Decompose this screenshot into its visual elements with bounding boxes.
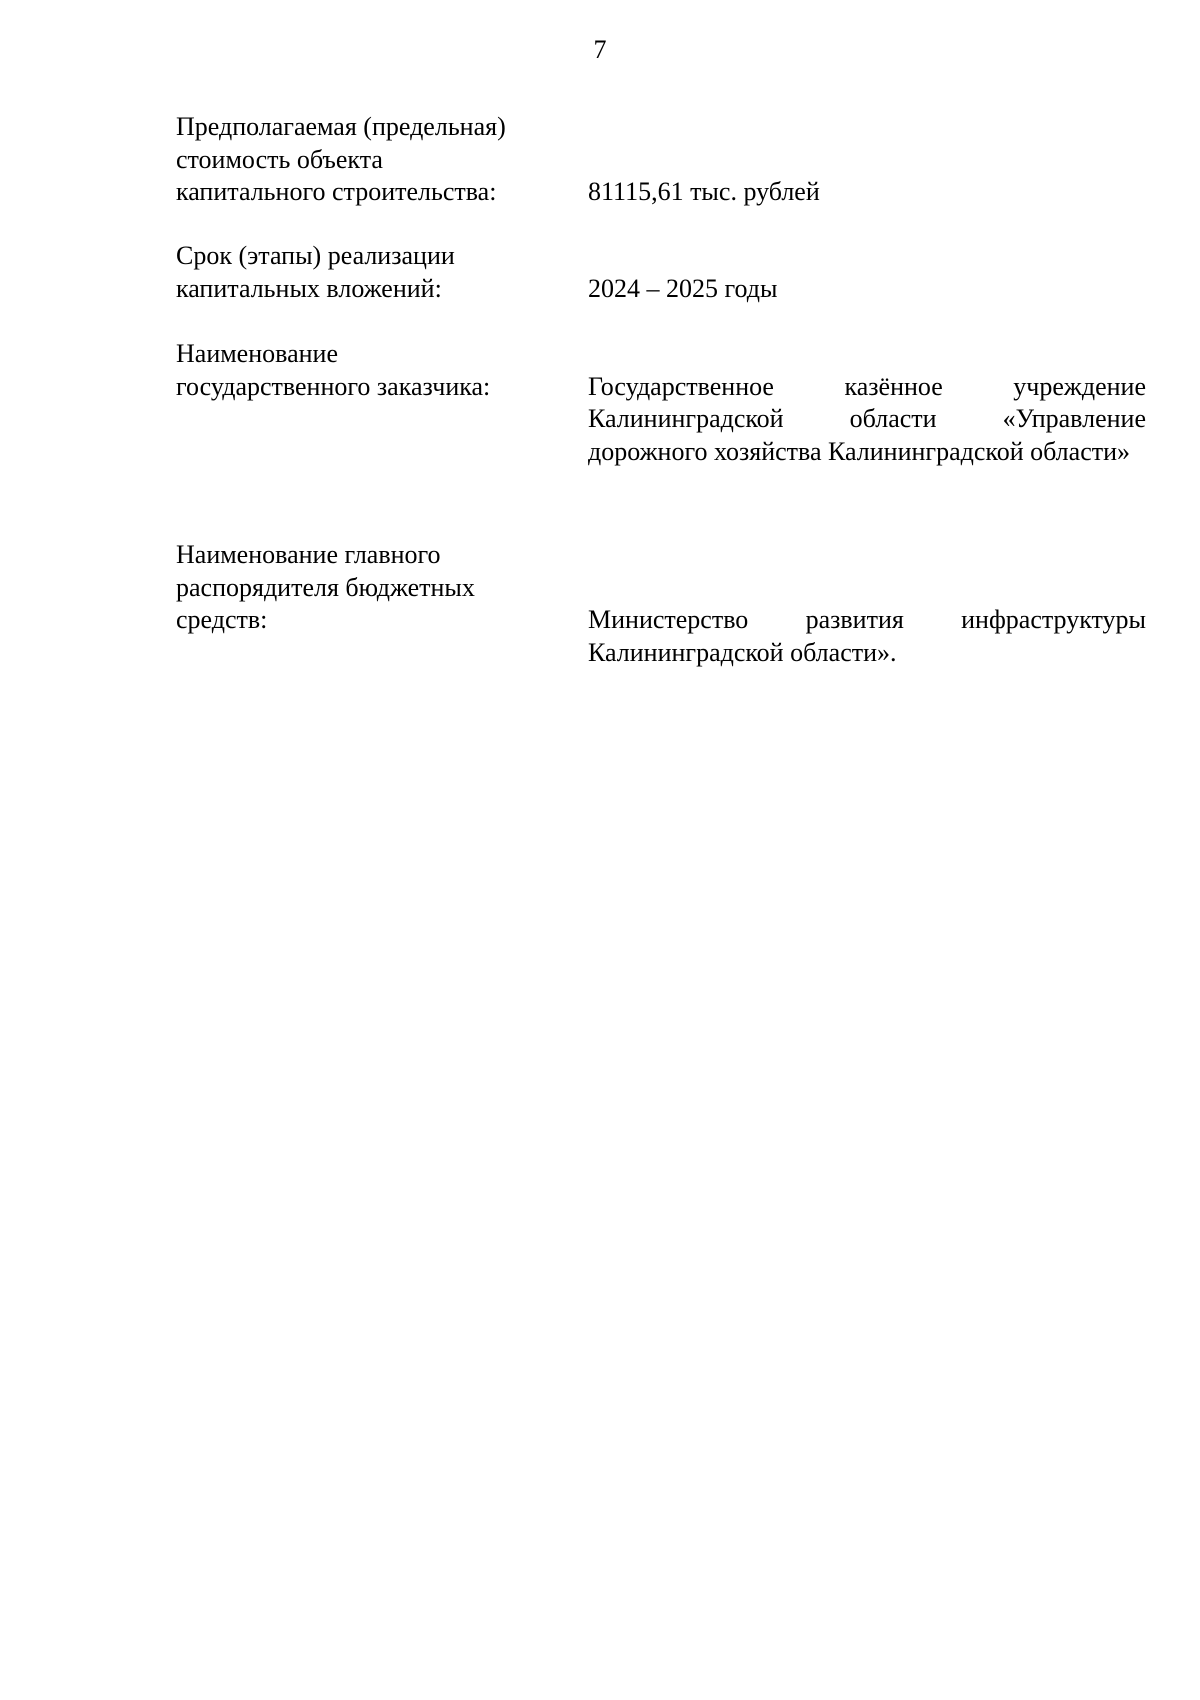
label-line: капитальных вложений:	[176, 273, 442, 303]
label-line: средств:	[176, 605, 268, 634]
customer-row	[176, 338, 1146, 508]
cost-value: 81115,61 тыс. рублей	[588, 177, 820, 206]
label-line: капитального строительства:	[176, 177, 497, 206]
budget-admin-value: Министерство развития инфраструктуры Калининградской области».	[588, 605, 1146, 667]
label-line: стоимость объекта	[176, 144, 383, 174]
cost-row	[176, 111, 1146, 211]
label-line: Наименование главного	[176, 540, 441, 569]
cost-label	[176, 111, 566, 209]
label-line: Срок (этапы) реализации	[176, 241, 455, 270]
customer-value: Государственное казённое учреждение Калининградской области «Управление дорожного хозяйства Калининградской области»	[588, 371, 1146, 466]
label-line: государственного заказчика:	[176, 371, 491, 401]
label-line: распорядителя бюджетных	[176, 572, 475, 602]
term-row	[176, 240, 1146, 310]
page-number: 7	[593, 35, 607, 64]
label-line: Предполагаемая (предельная)	[176, 112, 506, 141]
budget-admin-label	[176, 539, 566, 637]
customer-label	[176, 338, 566, 403]
label-line: Наименование	[176, 339, 338, 368]
term-value: 2024 – 2025 годы	[588, 273, 778, 303]
budget-admin-row	[176, 539, 1146, 679]
term-label	[176, 240, 566, 305]
